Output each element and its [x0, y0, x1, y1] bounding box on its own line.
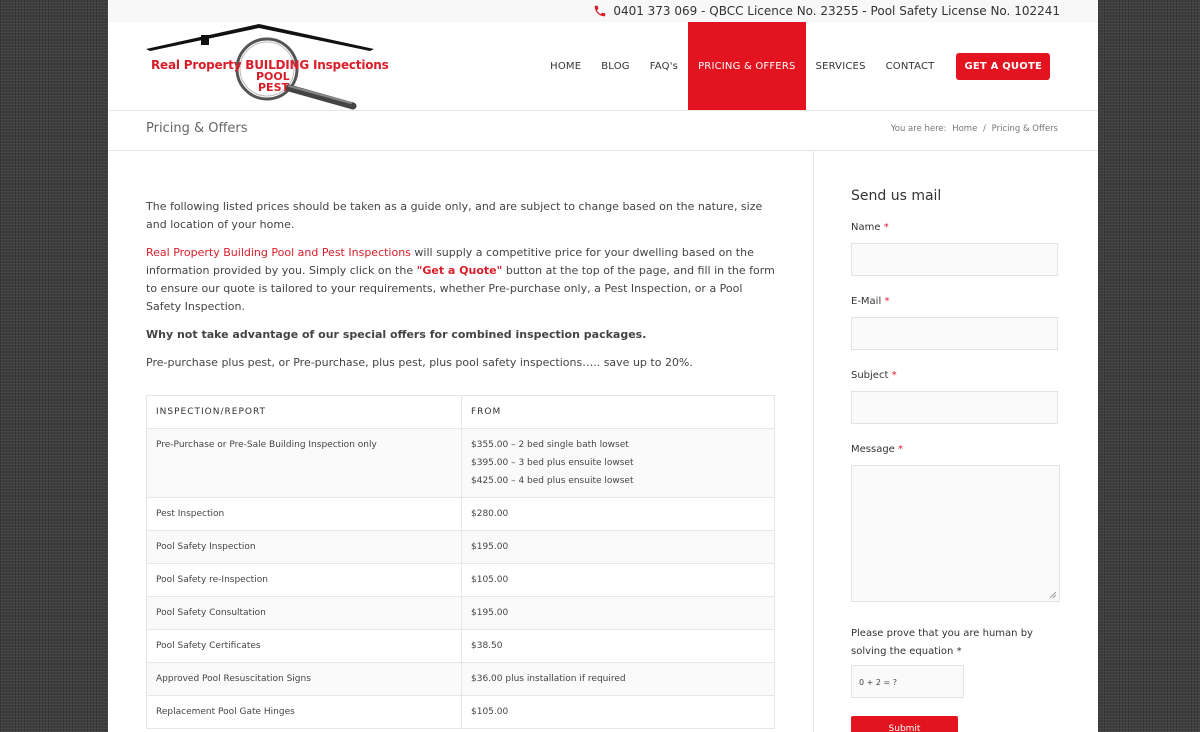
- intro-paragraph: The following listed prices should be taken as a guide only, and are subject to change based on the nature, size and location of your home.: [146, 200, 763, 231]
- email-label: [851, 296, 889, 307]
- table-header-item: INSPECTION/REPORT: [147, 396, 462, 429]
- table-cell-item: Pest Inspection: [147, 498, 462, 531]
- name-input[interactable]: [851, 243, 1058, 276]
- nav-home[interactable]: HOME: [550, 60, 582, 72]
- logo-text-pest: PEST: [258, 81, 290, 94]
- quote-paragraph: [146, 244, 776, 316]
- required-marker: *: [884, 296, 890, 307]
- get-a-quote-button[interactable]: GET A QUOTE: [956, 53, 1050, 80]
- required-marker: *: [956, 646, 962, 657]
- site-logo[interactable]: [146, 22, 389, 110]
- message-label-text: Message: [851, 444, 895, 455]
- breadcrumb-current: Pricing & Offers: [991, 124, 1058, 134]
- message-label: [851, 444, 903, 455]
- phone-icon: [593, 4, 607, 18]
- breadcrumb-separator: /: [983, 124, 986, 134]
- table-row: [147, 597, 775, 630]
- price-line: $395.00 – 3 bed plus ensuite lowset: [471, 458, 634, 468]
- table-header-row: [147, 396, 775, 429]
- name-label-text: Name: [851, 222, 881, 233]
- table-cell-item: Pre-Purchase or Pre-Sale Building Inspection only: [147, 429, 462, 498]
- page-title: Pricing & Offers: [146, 121, 248, 136]
- breadcrumb: [888, 124, 1058, 134]
- name-label: [851, 222, 889, 233]
- table-cell-price: $105.00: [462, 564, 775, 597]
- nav-blog[interactable]: BLOG: [601, 60, 630, 72]
- logo-text: Real Property BUILDING Inspections: [151, 58, 389, 72]
- sidebar-divider: [813, 151, 814, 732]
- captcha-label: [851, 625, 1061, 661]
- table-row: [147, 630, 775, 663]
- special-offers-heading: Why not take advantage of our special offers for combined inspection packages.: [146, 328, 647, 341]
- table-cell-item: Replacement Pool Gate Hinges: [147, 696, 462, 729]
- nav-faqs[interactable]: FAQ's: [649, 60, 679, 72]
- pricing-table: [146, 395, 775, 729]
- main-content: [146, 198, 776, 382]
- table-cell-item: Pool Safety Inspection: [147, 531, 462, 564]
- get-a-quote-link[interactable]: "Get a Quote": [416, 264, 503, 277]
- table-cell-item: Pool Safety re-Inspection: [147, 564, 462, 597]
- table-cell-price: $195.00: [462, 597, 775, 630]
- form-title: Send us mail: [851, 188, 942, 204]
- contact-info: [593, 4, 1060, 18]
- table-cell-price: $280.00: [462, 498, 775, 531]
- required-marker: *: [898, 444, 904, 455]
- top-bar: [108, 0, 1098, 23]
- table-cell-price: [462, 429, 775, 498]
- table-cell-price: $38.50: [462, 630, 775, 663]
- table-cell-price: $105.00: [462, 696, 775, 729]
- title-bar: [108, 111, 1098, 151]
- breadcrumb-home-link[interactable]: Home: [952, 124, 978, 134]
- table-row: [147, 498, 775, 531]
- subject-label: [851, 370, 897, 381]
- main-nav: [540, 22, 1050, 110]
- savings-paragraph: Pre-purchase plus pest, or Pre-purchase, plus pest, plus pool safety inspections….. save up to 20%.: [146, 356, 693, 369]
- page: [108, 0, 1098, 732]
- table-row: [147, 564, 775, 597]
- table-row: [147, 663, 775, 696]
- price-line: $355.00 – 2 bed single bath lowset: [471, 440, 629, 450]
- header: [108, 22, 1098, 111]
- nav-contact[interactable]: CONTACT: [885, 60, 935, 72]
- table-cell-price: $36.00 plus installation if required: [462, 663, 775, 696]
- message-textarea[interactable]: [851, 465, 1060, 602]
- table-header-price: FROM: [462, 396, 775, 429]
- table-cell-price: $195.00: [462, 531, 775, 564]
- table-cell-item: Pool Safety Certificates: [147, 630, 462, 663]
- quote-paragraph-text-a: will supply a competitive price for your dwelling based on the information provided by you. Simply click on the: [146, 246, 754, 277]
- subject-label-text: Subject: [851, 370, 889, 381]
- required-marker: *: [883, 222, 889, 233]
- nav-services[interactable]: SERVICES: [815, 60, 866, 72]
- quote-paragraph-text-b: button at the top of the page, and fill in the form to ensure our quote is tailored to your requirements, whether Pre-purchase only, a Pest Inspection, or a Pool Safety Inspection.: [146, 264, 775, 313]
- table-cell-item: Pool Safety Consultation: [147, 597, 462, 630]
- resize-handle-icon[interactable]: [1049, 591, 1057, 599]
- email-input[interactable]: [851, 317, 1058, 350]
- table-row: [147, 429, 775, 498]
- table-row: [147, 531, 775, 564]
- required-marker: *: [891, 370, 897, 381]
- email-label-text: E-Mail: [851, 296, 882, 307]
- contact-text: 0401 373 069 - QBCC Licence No. 23255 - Pool Safety License No. 102241: [613, 4, 1060, 18]
- captcha-label-text: Please prove that you are human by solving the equation: [851, 628, 1033, 657]
- table-cell-item: Approved Pool Resuscitation Signs: [147, 663, 462, 696]
- nav-pricing-offers[interactable]: PRICING & OFFERS: [688, 22, 805, 110]
- breadcrumb-prefix: You are here:: [890, 124, 947, 134]
- submit-button[interactable]: Submit: [851, 716, 958, 732]
- company-name-link[interactable]: Real Property Building Pool and Pest Inspections: [146, 246, 411, 259]
- subject-input[interactable]: [851, 391, 1058, 424]
- logo-text-pool: POOL: [256, 70, 290, 83]
- captcha-input[interactable]: 0 + 2 = ?: [851, 665, 964, 698]
- table-row: [147, 696, 775, 729]
- price-line: $425.00 – 4 bed plus ensuite lowset: [471, 476, 634, 486]
